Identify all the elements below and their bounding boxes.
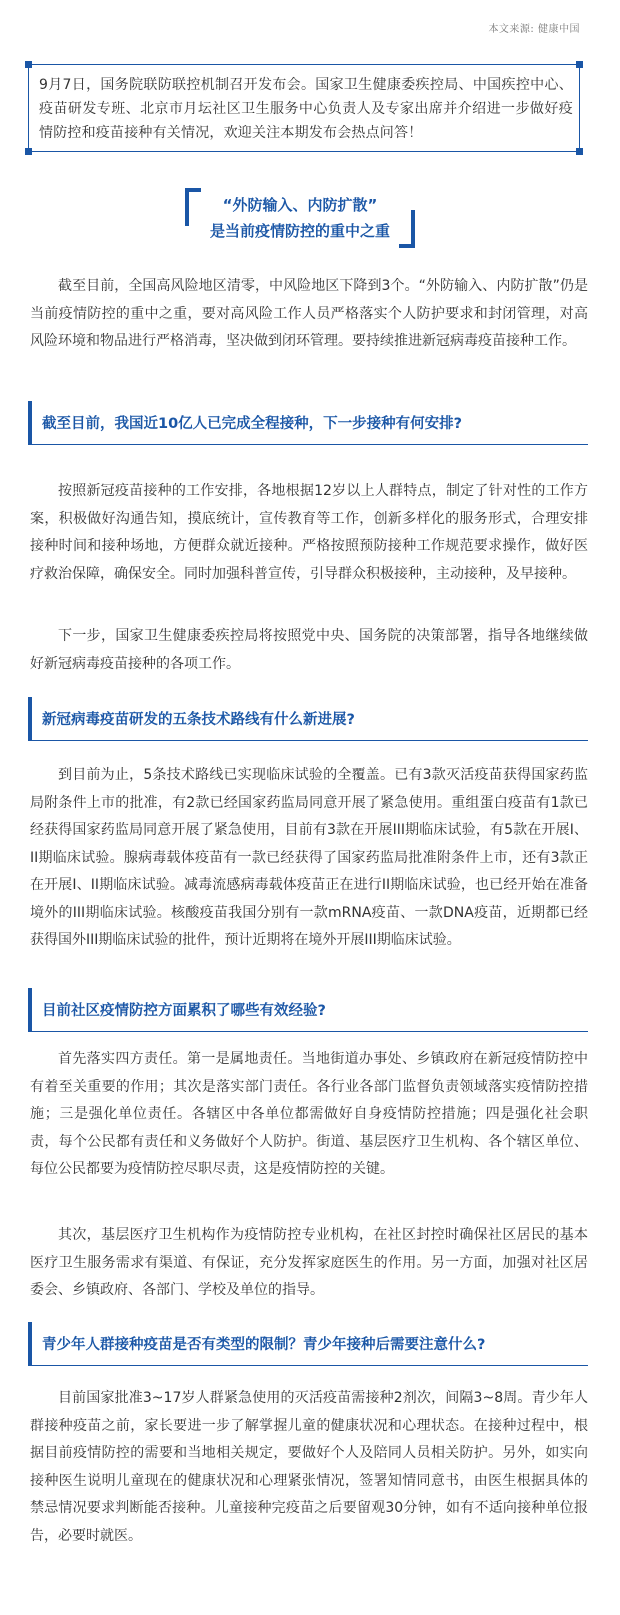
question-text: 目前社区疫情防控方面累积了哪些有效经验? (42, 1003, 326, 1019)
question-heading-2 (28, 697, 588, 741)
paragraph-next-step: 下一步，国家卫生健康委疾控局将按照党中央、国务院的决策部署，指导各地继续做好新冠病毒疫苗接种的各项工作。 (30, 628, 588, 672)
source-credit: 本文来源: 健康中国 (488, 24, 580, 35)
question-text: 青少年人群接种疫苗是否有类型的限制？青少年接种后需要注意什么? (42, 1337, 486, 1353)
paragraph-teen-vaccination: 目前国家批准3~17岁人群紧急使用的灭活疫苗需接种2剂次，间隔3~8周。青少年人群接种疫苗之前，家长要进一步了解掌握儿童的健康状况和心理状态。在接种过程中，根据目前疫情防控的需要和当地相关规定，要做好个人及陪同人员相关防护。另外，如实向接种医生说明儿童现在的健康状况和心理紧张情况，签署知情同意书，由医生根据具体的禁忌情况要求判断能否接种。儿童接种完疫苗之后要留观30分钟，如有不适向接种单位报告，必要时就医。 (30, 1390, 588, 1544)
headline-line-1: “外防输入、内防扩散” (222, 196, 378, 214)
intro-box (28, 64, 580, 152)
headline-line-2: 是当前疫情防控的重中之重 (209, 222, 390, 240)
corner-square-icon (25, 148, 32, 155)
question-heading-3 (28, 988, 588, 1032)
section-headline (185, 188, 415, 248)
question-heading-1 (28, 401, 588, 445)
corner-square-icon (25, 61, 32, 68)
question-heading-4 (28, 1322, 588, 1366)
intro-text: 9月7日，国务院联防联控机制召开发布会。国家卫生健康委疾控局、中国疾控中心、疫苗研发专班、北京市月坛社区卫生服务中心负责人及专家出席并介绍进一步做好疫情防控和疫苗接种有关情况，欢迎关注本期发布会热点问答！ (39, 77, 573, 141)
paragraph-primary-care: 其次，基层医疗卫生机构作为疫情防控专业机构，在社区封控时确保社区居民的基本医疗卫生服务需求有渠道、有保证，充分发挥家庭医生的作用。另一方面，加强对社区居委会、乡镇政府、各部门、学校及单位的指导。 (30, 1227, 588, 1298)
paragraph-vaccination-plan: 按照新冠疫苗接种的工作安排，各地根据12岁以上人群特点，制定了针对性的工作方案，积极做好沟通告知，摸底统计，宣传教育等工作，创新多样化的服务形式，合理安排接种时间和接种场地，方便群众就近接种。严格按照预防接种工作规范要求操作，做好医疗救治保障，确保安全。同时加强科普宣传，引导群众积极接种，主动接种，及早接种。 (30, 483, 588, 582)
paragraph-overview: 截至目前，全国高风险地区清零，中风险地区下降到3个。“外防输入、内防扩散”仍是当前疫情防控的重中之重，要对高风险工作人员严格落实个人防护要求和封闭管理，对高风险环境和物品进行严格消毒，坚决做到闭环管理。要持续推进新冠病毒疫苗接种工作。 (30, 278, 588, 349)
question-text: 新冠病毒疫苗研发的五条技术路线有什么新进展? (42, 712, 355, 728)
paragraph-four-responsibilities: 首先落实四方责任。第一是属地责任。当地街道办事处、乡镇政府在新冠疫情防控中有着至关重要的作用；其次是落实部门责任。各行业各部门监督负责领域落实疫情防控措施；三是强化单位责任。各辖区中各单位都需做好自身疫情防控措施；四是强化社会职责，每个公民都有责任和义务做好个人防护。街道、基层医疗卫生机构、各个辖区单位、每位公民都要为疫情防控尽职尽责，这是疫情防控的关键。 (30, 1051, 588, 1177)
corner-square-icon (576, 148, 583, 155)
question-text: 截至目前，我国近10亿人已完成全程接种，下一步接种有何安排? (42, 416, 463, 432)
paragraph-tech-routes: 到目前为止，5条技术路线已实现临床试验的全覆盖。已有3款灭活疫苗获得国家药监局附条件上市的批准，有2款已经国家药监局同意开展了紧急使用。重组蛋白疫苗有1款已经获得国家药监局同意开展了紧急使用，目前有3款在开展III期临床试验，有5款在开展I、II期临床试验。腺病毒载体疫苗有一款已经获得了国家药监局批准附条件上市，还有3款正在开展I、II期临床试验。减毒流感病毒载体疫苗正在进行II期临床试验，也已经开始在准备境外的III期临床试验。核酸疫苗我国分别有一款mRNA疫苗、一款DNA疫苗，近期都已经获得国外III期临床试验的批件，预计近期将在境外开展III期临床试验。 (30, 767, 588, 948)
corner-square-icon (576, 61, 583, 68)
